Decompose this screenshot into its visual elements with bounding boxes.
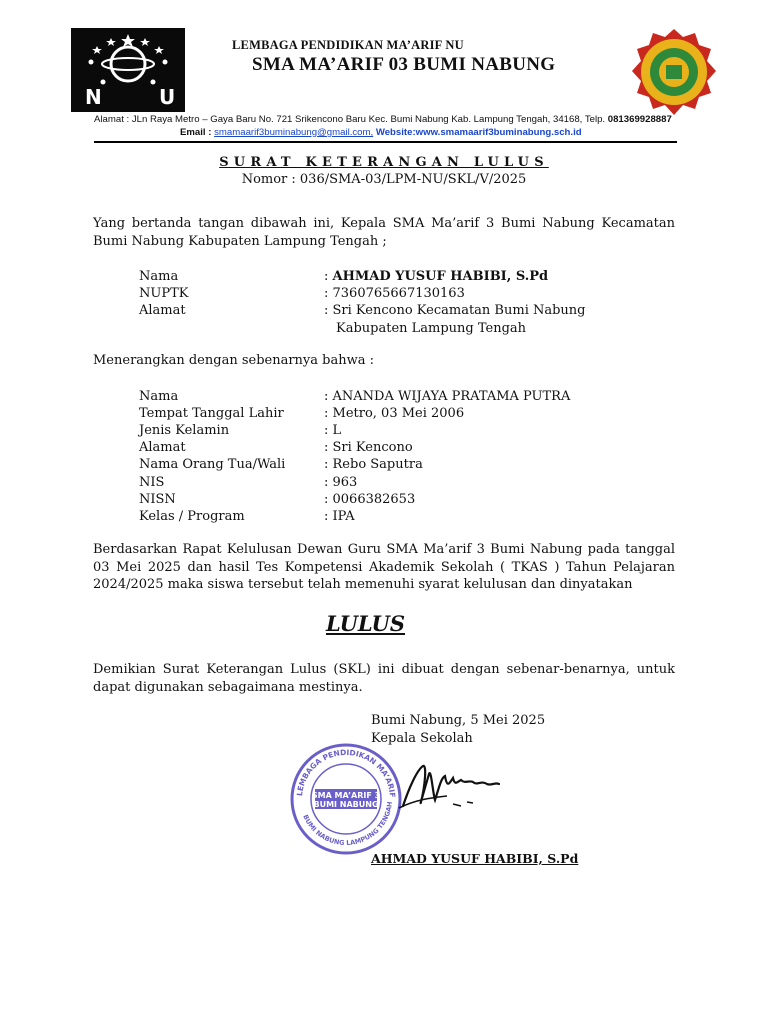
student-field-value: : Rebo Saputra — [324, 457, 423, 473]
address-text: Alamat : JLn Raya Metro – Gaya Baru No. 721 Srikencono Baru Kec. Bumi Nabung Kab. Lampung Tengah, 34168, Telp. — [94, 114, 608, 125]
document-title: SURAT KETERANGAN LULUS — [219, 155, 549, 170]
school-name: SMA MA’ARIF 03 BUMI NABUNG — [252, 54, 556, 75]
email-label: Email : — [180, 127, 215, 138]
maarif-seal-logo — [628, 27, 720, 119]
result-lulus: LULUS — [326, 611, 406, 636]
explain-paragraph: Menerangkan dengan sebenarnya bahwa : — [93, 353, 374, 368]
student-field-value: : 0066382653 — [324, 491, 416, 507]
address-line — [94, 114, 672, 125]
student-field-label: NIS — [139, 474, 165, 490]
student-field-value: : ANANDA WIJAYA PRATAMA PUTRA — [324, 389, 571, 404]
student-field-value: : Sri Kencono — [324, 440, 413, 456]
signer-name: AHMAD YUSUF HABIBI, S.Pd — [371, 851, 579, 866]
signature — [395, 758, 515, 822]
basis-paragraph: Berdasarkan Rapat Kelulusan Dewan Guru SMA Ma’arif 3 Bumi Nabung pada tanggal 03 Mei 2025 dan hasil Tes Kompetensi Akademik Sekolah ( TKAS ) Tahun Pelajaran 2024/2025 maka siswa tersebut telah memenuhi syarat kelulusan dan dinyatakan — [93, 542, 675, 593]
signer-field-value: : 7360765667130163 — [324, 286, 465, 302]
header-divider — [94, 141, 677, 143]
contact-line — [180, 127, 582, 138]
org-name: LEMBAGA PENDIDIKAN MA’ARIF NU — [232, 38, 464, 52]
svg-text:N: N — [85, 85, 102, 109]
student-field-label: Nama — [139, 389, 179, 404]
place-date: Bumi Nabung, 5 Mei 2025 — [371, 713, 546, 728]
signer-field-value: : AHMAD YUSUF HABIBI, S.Pd — [324, 269, 549, 284]
signer-field-value: Kabupaten Lampung Tengah — [336, 320, 527, 336]
phone-number: 081369928887 — [607, 114, 672, 125]
student-field-value: : Metro, 03 Mei 2006 — [324, 406, 465, 422]
student-field-label: Jenis Kelamin — [139, 423, 230, 439]
closing-paragraph: Demikian Surat Keterangan Lulus (SKL) ini dibuat dengan sebenar-benarnya, untuk dapat digunakan sebagaimana mestinya. — [93, 662, 675, 695]
student-field-label: NISN — [139, 491, 176, 507]
email-link[interactable]: smamaarif3buminabung@gmail.com, — [214, 127, 374, 138]
student-field-label: Tempat Tanggal Lahir — [139, 406, 284, 422]
signer-field-label: Alamat — [139, 303, 186, 319]
signer-field-value: : Sri Kencono Kecamatan Bumi Nabung — [324, 303, 586, 319]
student-field-value: : 963 — [324, 474, 358, 490]
student-field-value: : L — [324, 423, 342, 439]
student-field-label: Alamat — [139, 440, 186, 456]
student-field-label: Nama Orang Tua/Wali — [139, 457, 286, 473]
signer-position: Kepala Sekolah — [371, 731, 473, 746]
signer-field-label: NUPTK — [139, 286, 189, 302]
stamp-center-2: BUMI NABUNG — [313, 800, 379, 809]
student-field-value: : IPA — [324, 508, 355, 524]
svg-text:U: U — [159, 85, 176, 109]
stamp-center-1: SMA MA’ARIF 3 — [311, 791, 381, 800]
stamp-ring-bottom: BUMI NABUNG LAMPUNG TENGAH — [301, 801, 394, 848]
stamp-ring-top: LEMBAGA PENDIDIKAN MA’ARIF — [295, 747, 398, 798]
school-stamp — [288, 741, 404, 861]
student-field-label: Kelas / Program — [139, 508, 245, 524]
website-link[interactable]: Website:www.smamaarif3buminabung.sch.id — [373, 127, 582, 138]
nu-logo — [71, 28, 185, 112]
document-number: Nomor : 036/SMA-03/LPM-NU/SKL/V/2025 — [241, 172, 527, 187]
signer-field-label: Nama — [139, 269, 179, 284]
intro-paragraph: Yang bertanda tangan dibawah ini, Kepala SMA Ma’arif 3 Bumi Nabung Kecamatan Bumi Nabung Kabupaten Lampung Tengah ; — [93, 216, 675, 249]
